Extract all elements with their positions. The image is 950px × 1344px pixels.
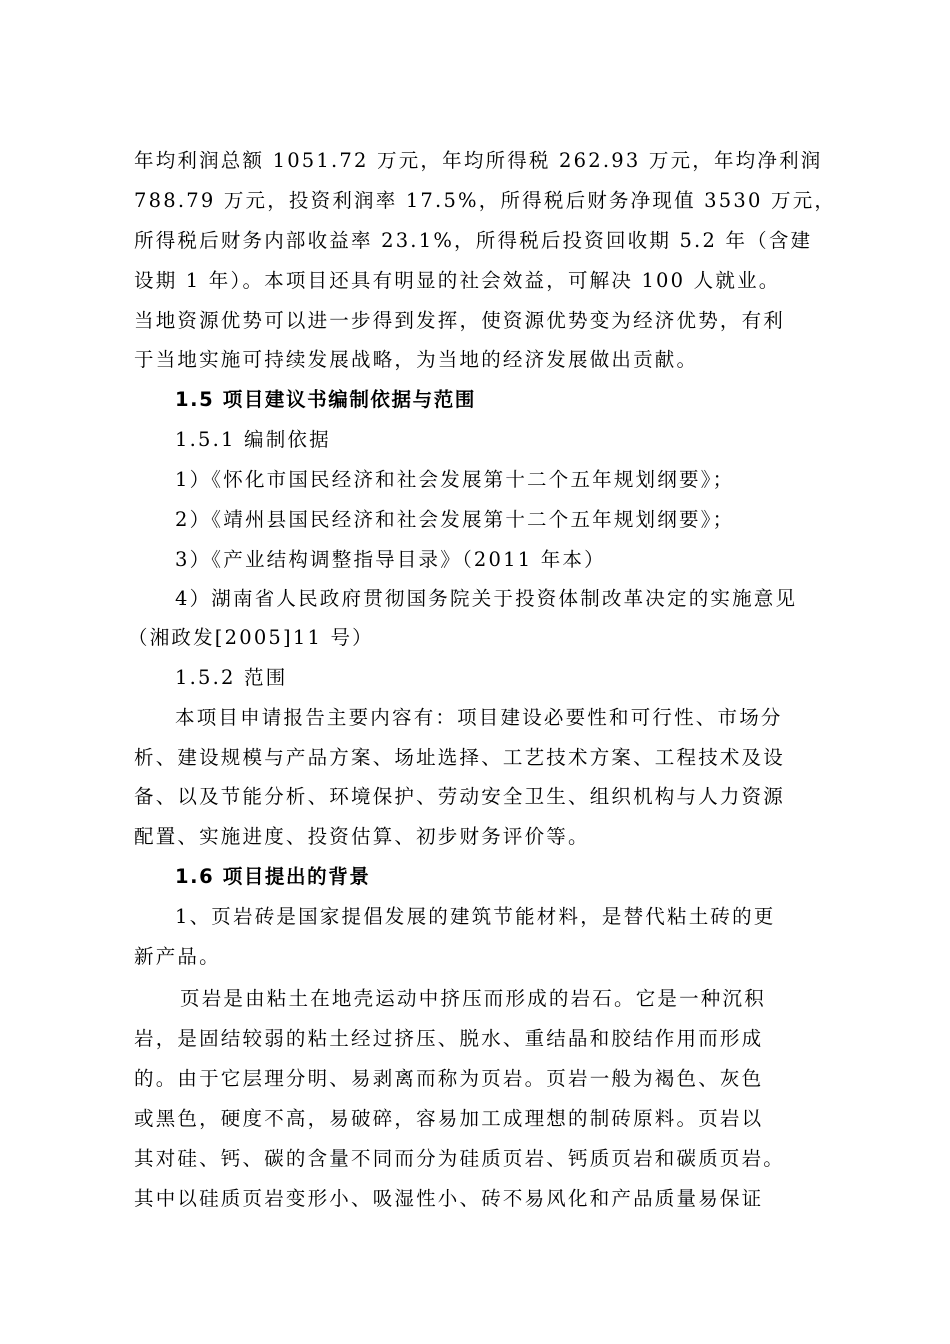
paragraph-line: 备、以及节能分析、环境保护、劳动安全卫生、组织机构与人力资源 (134, 785, 786, 808)
paragraph-line: 析、建设规模与产品方案、场址选择、工艺技术方案、工程技术及设 (134, 746, 786, 769)
paragraph-line: 页岩是由粘土在地壳运动中挤压而形成的岩石。它是一种沉积 (180, 987, 766, 1010)
paragraph-line: 其对硅、钙、碳的含量不同而分为硅质页岩、钙质页岩和碳质页岩。 (134, 1147, 786, 1170)
paragraph-line: 岩，是固结较弱的粘土经过挤压、脱水、重结晶和胶结作用而形成 (134, 1027, 764, 1050)
paragraph-line: 设期 1 年）。本项目还具有明显的社会效益，可解决 100 人就业。 (134, 269, 781, 292)
paragraph-line: 的。由于它层理分明、易剥离而称为页岩。页岩一般为褐色、灰色 (134, 1067, 764, 1090)
subsection-title: 1.5.1 编制依据 (175, 428, 331, 451)
reference-item: 1）《怀化市国民经济和社会发展第十二个五年规划纲要》； (175, 468, 735, 491)
paragraph-line: 其中以硅质页岩变形小、吸湿性小、砖不易风化和产品质量易保证 (134, 1187, 764, 1210)
reference-item: 4）湖南省人民政府贯彻国务院关于投资体制改革决定的实施意见 (175, 587, 798, 610)
reference-item-continuation: （湘政发[2005]11 号） (128, 626, 374, 649)
paragraph-line: 于当地实施可持续发展战略，为当地的经济发展做出贡献。 (134, 348, 699, 371)
reference-item: 2）《靖州县国民经济和社会发展第十二个五年规划纲要》； (175, 508, 735, 531)
paragraph-line: 1、页岩砖是国家提倡发展的建筑节能材料，是替代粘土砖的更 (175, 905, 776, 928)
paragraph-line: 本项目申请报告主要内容有：项目建设必要性和可行性、市场分 (175, 706, 783, 729)
paragraph-line: 新产品。 (134, 945, 221, 968)
section-heading: 1.5 项目建议书编制依据与范围 (175, 388, 476, 411)
section-heading: 1.6 项目提出的背景 (175, 865, 371, 888)
paragraph-line: 年均利润总额 1051.72 万元，年均所得税 262.93 万元，年均净利润 (134, 149, 823, 172)
paragraph-line: 所得税后财务内部收益率 23.1%，所得税后投资回收期 5.2 年（含建 (134, 229, 813, 252)
paragraph-line: 当地资源优势可以进一步得到发挥，使资源优势变为经济优势，有利 (134, 309, 786, 332)
reference-item: 3）《产业结构调整指导目录》（2011 年本） (175, 548, 606, 571)
paragraph-line: 或黑色，硬度不高，易破碎，容易加工成理想的制砖原料。页岩以 (134, 1107, 764, 1130)
paragraph-line: 配置、实施进度、投资估算、初步财务评价等。 (134, 825, 590, 848)
subsection-title: 1.5.2 范围 (175, 666, 288, 689)
paragraph-line: 788.79 万元，投资利润率 17.5%，所得税后财务净现值 3530 万元， (134, 189, 837, 212)
